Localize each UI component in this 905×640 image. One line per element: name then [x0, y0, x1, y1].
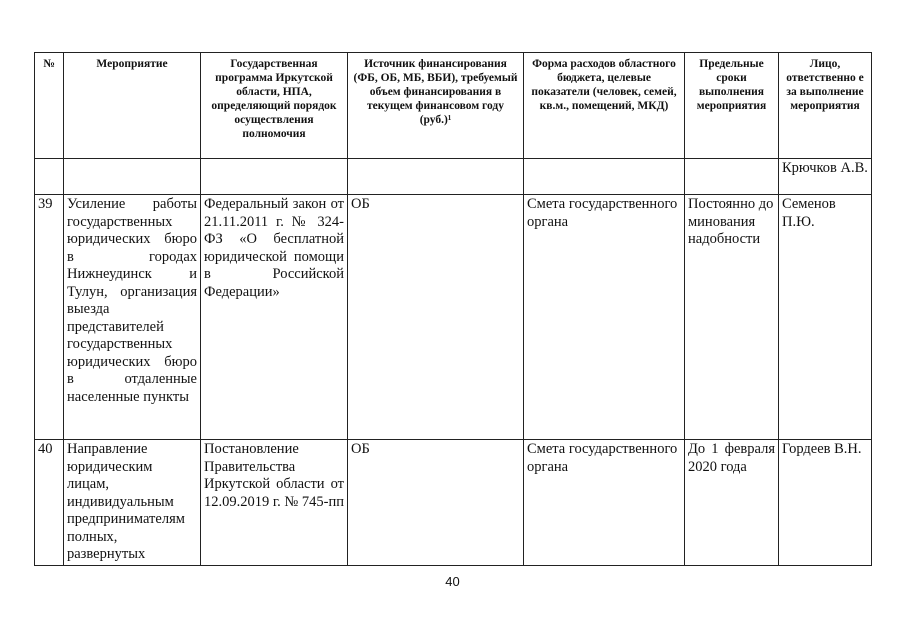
- row-deadline: Постоянно до минования надобности: [685, 195, 779, 440]
- row-responsible-person: Гордеев В.Н.: [779, 440, 872, 566]
- header-deadline: Предельные сроки выполнения мероприятия: [685, 53, 779, 159]
- row-deadline: До 1 февраля 2020 года: [685, 440, 779, 566]
- row-expense-form: Смета государственного органа: [524, 440, 685, 566]
- table-row: [35, 195, 872, 440]
- row-number: [35, 159, 64, 195]
- table-row: [35, 159, 872, 195]
- row-number: 40: [35, 440, 64, 566]
- row-activity: Усиление работы государственных юридических бюро в городах Нижнеудинск и Тулун, организация выезда представителей государственных юридических бюро в отдаленные населенные пункты: [64, 195, 201, 440]
- table-header-row: [35, 53, 872, 159]
- row-expense-form: [524, 159, 685, 195]
- row-number: 39: [35, 195, 64, 440]
- row-activity: Направление юридическим лицам, индивидуальным предпринимателям полных, развернутых: [64, 440, 201, 566]
- row-program: Постановление Правительства Иркутской области от 12.09.2019 г. № 745-пп: [201, 440, 348, 566]
- page-number: 40: [445, 574, 460, 589]
- row-responsible-person: Крючков А.В.: [779, 159, 872, 195]
- row-responsible-person: Семенов П.Ю.: [779, 195, 872, 440]
- header-activity: Мероприятие: [64, 53, 201, 159]
- row-funding-source: ОБ: [348, 195, 524, 440]
- row-activity: [64, 159, 201, 195]
- table-row: [35, 440, 872, 566]
- row-program: [201, 159, 348, 195]
- row-deadline: [685, 159, 779, 195]
- header-program: Государственная программа Иркутской области, НПА, определяющий порядок осуществления полномочия: [201, 53, 348, 159]
- row-funding-source: ОБ: [348, 440, 524, 566]
- row-expense-form: Смета государственного органа: [524, 195, 685, 440]
- row-program: Федеральный закон от 21.11.2011 г. № 324-ФЗ «О бесплатной юридической помощи в Российской Федерации»: [201, 195, 348, 440]
- activities-table: [34, 52, 872, 566]
- row-funding-source: [348, 159, 524, 195]
- header-expense-form: Форма расходов областного бюджета, целевые показатели (человек, семей, кв.м., помещений, МКД): [524, 53, 685, 159]
- header-responsible-person: Лицо, ответственно е за выполнение мероприятия: [779, 53, 872, 159]
- header-number: №: [35, 53, 64, 159]
- header-funding-source: Источник финансирования (ФБ, ОБ, МБ, ВБИ), требуемый объем финансирования в текущем финансовом году (руб.)¹: [348, 53, 524, 159]
